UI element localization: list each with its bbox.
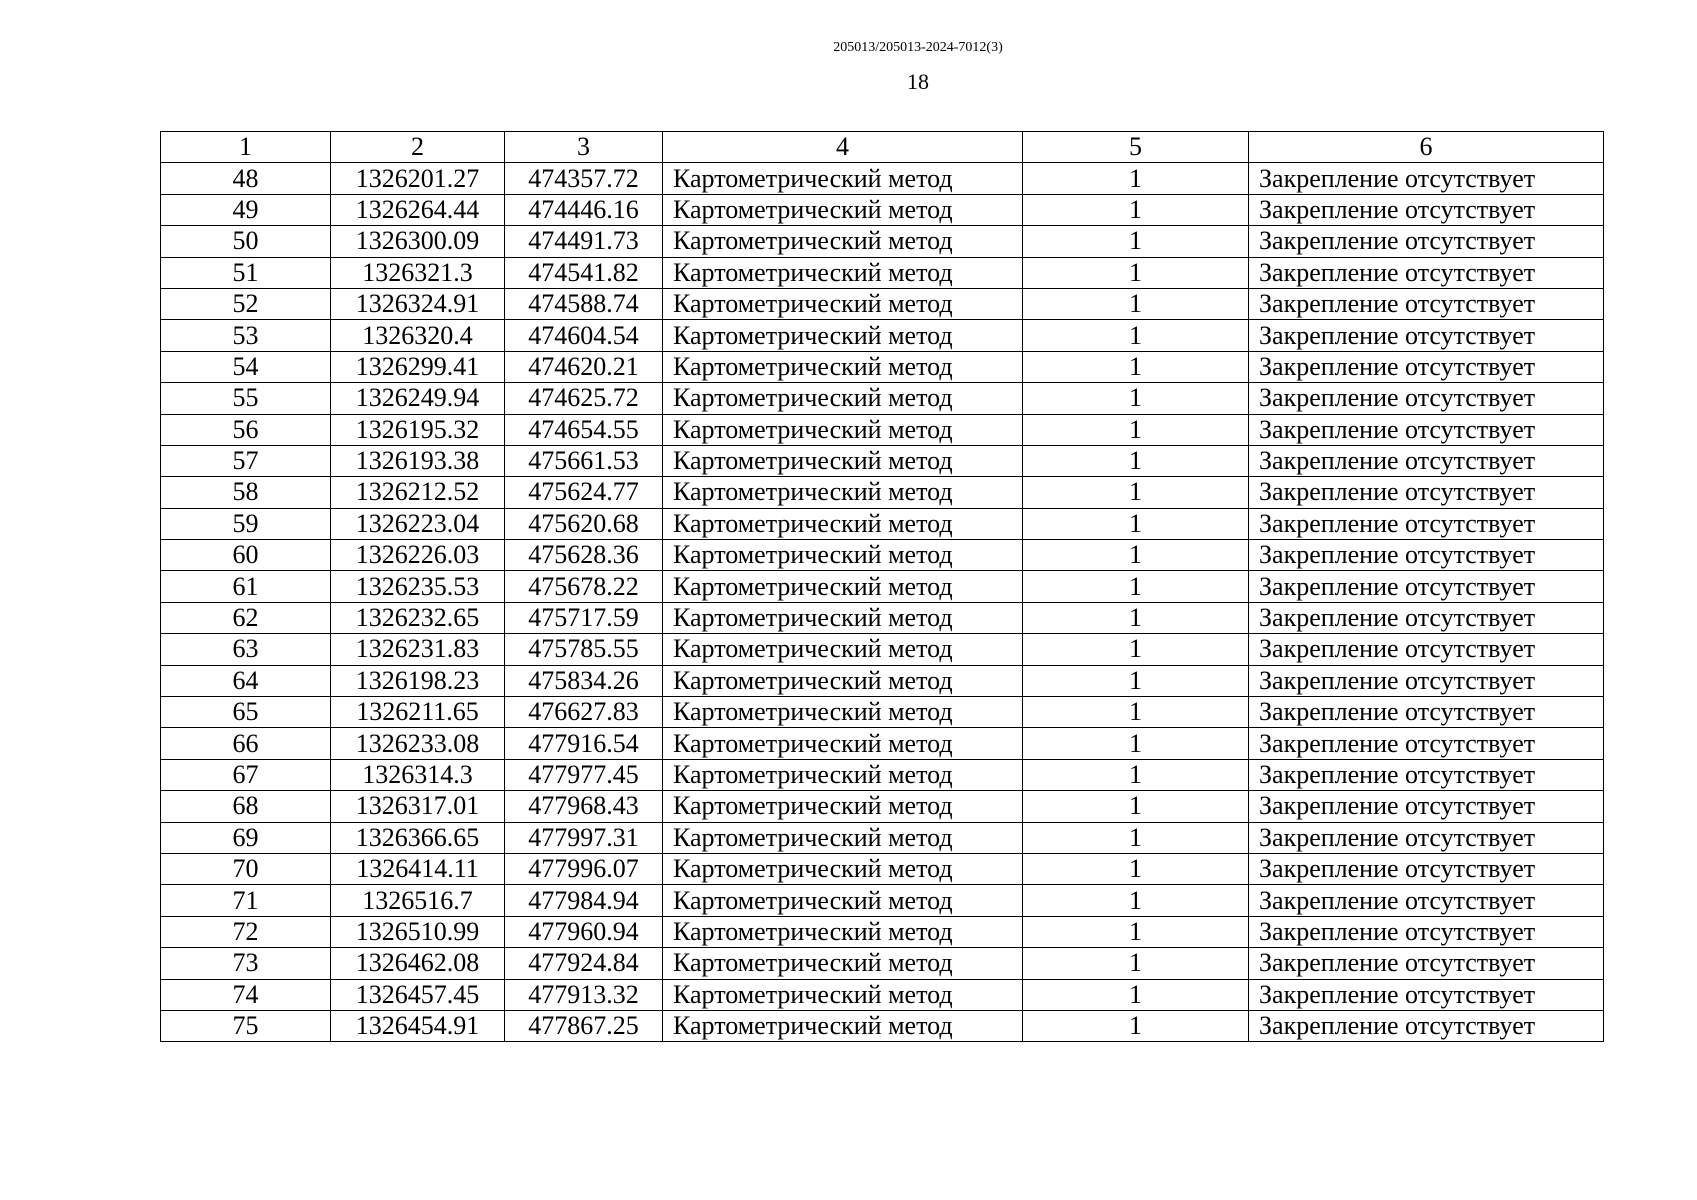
cell-y-coordinate: 477924.84 [505, 948, 663, 979]
cell-point-number: 48 [161, 163, 331, 194]
cell-method: Картометрический метод [663, 320, 1023, 351]
cell-accuracy: 1 [1023, 508, 1249, 539]
table-row [161, 822, 1604, 853]
cell-fixation-description: Закрепление отсутствует [1249, 916, 1604, 947]
cell-y-coordinate: 474654.55 [505, 414, 663, 445]
cell-fixation-description: Закрепление отсутствует [1249, 853, 1604, 884]
cell-method: Картометрический метод [663, 916, 1023, 947]
cell-x-coordinate: 1326454.91 [331, 1010, 505, 1041]
cell-method: Картометрический метод [663, 383, 1023, 414]
cell-accuracy: 1 [1023, 320, 1249, 351]
cell-method: Картометрический метод [663, 508, 1023, 539]
cell-x-coordinate: 1326223.04 [331, 508, 505, 539]
table-row [161, 163, 1604, 194]
cell-x-coordinate: 1326212.52 [331, 477, 505, 508]
cell-accuracy: 1 [1023, 602, 1249, 633]
cell-x-coordinate: 1326516.7 [331, 885, 505, 916]
table-row [161, 916, 1604, 947]
cell-x-coordinate: 1326264.44 [331, 194, 505, 225]
table-row [161, 194, 1604, 225]
cell-point-number: 57 [161, 445, 331, 476]
cell-point-number: 62 [161, 602, 331, 633]
cell-x-coordinate: 1326462.08 [331, 948, 505, 979]
table-row [161, 885, 1604, 916]
column-header: 1 [161, 132, 331, 163]
cell-point-number: 75 [161, 1010, 331, 1041]
cell-point-number: 49 [161, 194, 331, 225]
cell-fixation-description: Закрепление отсутствует [1249, 822, 1604, 853]
cell-point-number: 64 [161, 665, 331, 696]
cell-fixation-description: Закрепление отсутствует [1249, 948, 1604, 979]
cell-accuracy: 1 [1023, 414, 1249, 445]
cell-fixation-description: Закрепление отсутствует [1249, 571, 1604, 602]
cell-x-coordinate: 1326510.99 [331, 916, 505, 947]
cell-accuracy: 1 [1023, 383, 1249, 414]
cell-method: Картометрический метод [663, 351, 1023, 382]
cell-accuracy: 1 [1023, 194, 1249, 225]
cell-point-number: 51 [161, 257, 331, 288]
cell-method: Картометрический метод [663, 665, 1023, 696]
table-row [161, 634, 1604, 665]
cell-y-coordinate: 477997.31 [505, 822, 663, 853]
cell-point-number: 70 [161, 853, 331, 884]
cell-x-coordinate: 1326366.65 [331, 822, 505, 853]
column-header: 5 [1023, 132, 1249, 163]
cell-accuracy: 1 [1023, 728, 1249, 759]
cell-accuracy: 1 [1023, 540, 1249, 571]
cell-fixation-description: Закрепление отсутствует [1249, 257, 1604, 288]
cell-accuracy: 1 [1023, 257, 1249, 288]
cell-x-coordinate: 1326232.65 [331, 602, 505, 633]
cell-accuracy: 1 [1023, 163, 1249, 194]
cell-y-coordinate: 474357.72 [505, 163, 663, 194]
cell-method: Картометрический метод [663, 759, 1023, 790]
cell-x-coordinate: 1326195.32 [331, 414, 505, 445]
cell-y-coordinate: 474446.16 [505, 194, 663, 225]
cell-fixation-description: Закрепление отсутствует [1249, 288, 1604, 319]
cell-x-coordinate: 1326324.91 [331, 288, 505, 319]
cell-y-coordinate: 477977.45 [505, 759, 663, 790]
cell-x-coordinate: 1326193.38 [331, 445, 505, 476]
cell-accuracy: 1 [1023, 979, 1249, 1010]
cell-y-coordinate: 475620.68 [505, 508, 663, 539]
cell-fixation-description: Закрепление отсутствует [1249, 759, 1604, 790]
coordinates-table [160, 131, 1604, 1042]
cell-y-coordinate: 474625.72 [505, 383, 663, 414]
table-row [161, 665, 1604, 696]
cell-method: Картометрический метод [663, 853, 1023, 884]
cell-y-coordinate: 475628.36 [505, 540, 663, 571]
table-header-row [161, 132, 1604, 163]
cell-fixation-description: Закрепление отсутствует [1249, 320, 1604, 351]
cell-method: Картометрический метод [663, 414, 1023, 445]
cell-y-coordinate: 477996.07 [505, 853, 663, 884]
cell-point-number: 72 [161, 916, 331, 947]
cell-x-coordinate: 1326320.4 [331, 320, 505, 351]
cell-point-number: 68 [161, 791, 331, 822]
column-header: 2 [331, 132, 505, 163]
cell-accuracy: 1 [1023, 697, 1249, 728]
table-row [161, 477, 1604, 508]
cell-fixation-description: Закрепление отсутствует [1249, 194, 1604, 225]
table-row [161, 759, 1604, 790]
cell-accuracy: 1 [1023, 759, 1249, 790]
cell-y-coordinate: 474620.21 [505, 351, 663, 382]
document-code: 205013/205013-2024-7012(3) [833, 40, 1003, 55]
cell-point-number: 50 [161, 226, 331, 257]
cell-y-coordinate: 474604.54 [505, 320, 663, 351]
cell-y-coordinate: 476627.83 [505, 697, 663, 728]
cell-accuracy: 1 [1023, 885, 1249, 916]
cell-x-coordinate: 1326314.3 [331, 759, 505, 790]
cell-fixation-description: Закрепление отсутствует [1249, 163, 1604, 194]
cell-fixation-description: Закрепление отсутствует [1249, 383, 1604, 414]
cell-y-coordinate: 474588.74 [505, 288, 663, 319]
cell-accuracy: 1 [1023, 571, 1249, 602]
cell-x-coordinate: 1326235.53 [331, 571, 505, 602]
cell-y-coordinate: 475785.55 [505, 634, 663, 665]
cell-fixation-description: Закрепление отсутствует [1249, 634, 1604, 665]
cell-x-coordinate: 1326300.09 [331, 226, 505, 257]
table-row [161, 602, 1604, 633]
cell-x-coordinate: 1326321.3 [331, 257, 505, 288]
column-header: 6 [1249, 132, 1604, 163]
cell-x-coordinate: 1326231.83 [331, 634, 505, 665]
cell-point-number: 74 [161, 979, 331, 1010]
table-row [161, 226, 1604, 257]
table-row [161, 351, 1604, 382]
cell-fixation-description: Закрепление отсутствует [1249, 791, 1604, 822]
cell-x-coordinate: 1326226.03 [331, 540, 505, 571]
cell-method: Картометрический метод [663, 288, 1023, 319]
cell-x-coordinate: 1326317.01 [331, 791, 505, 822]
table-row [161, 697, 1604, 728]
cell-method: Картометрический метод [663, 540, 1023, 571]
cell-point-number: 65 [161, 697, 331, 728]
cell-point-number: 54 [161, 351, 331, 382]
cell-accuracy: 1 [1023, 791, 1249, 822]
cell-accuracy: 1 [1023, 477, 1249, 508]
table-row [161, 445, 1604, 476]
table-row [161, 791, 1604, 822]
cell-accuracy: 1 [1023, 351, 1249, 382]
table-row [161, 288, 1604, 319]
cell-y-coordinate: 477960.94 [505, 916, 663, 947]
cell-x-coordinate: 1326249.94 [331, 383, 505, 414]
cell-fixation-description: Закрепление отсутствует [1249, 1010, 1604, 1041]
cell-method: Картометрический метод [663, 697, 1023, 728]
cell-y-coordinate: 474491.73 [505, 226, 663, 257]
cell-y-coordinate: 475834.26 [505, 665, 663, 696]
cell-point-number: 69 [161, 822, 331, 853]
cell-y-coordinate: 475624.77 [505, 477, 663, 508]
cell-method: Картометрический метод [663, 194, 1023, 225]
cell-accuracy: 1 [1023, 226, 1249, 257]
table-row [161, 948, 1604, 979]
table-row [161, 414, 1604, 445]
cell-accuracy: 1 [1023, 445, 1249, 476]
cell-fixation-description: Закрепление отсутствует [1249, 414, 1604, 445]
cell-x-coordinate: 1326198.23 [331, 665, 505, 696]
cell-fixation-description: Закрепление отсутствует [1249, 477, 1604, 508]
cell-point-number: 55 [161, 383, 331, 414]
cell-accuracy: 1 [1023, 916, 1249, 947]
cell-fixation-description: Закрепление отсутствует [1249, 508, 1604, 539]
cell-method: Картометрический метод [663, 979, 1023, 1010]
table-row [161, 853, 1604, 884]
cell-point-number: 71 [161, 885, 331, 916]
table-row [161, 508, 1604, 539]
cell-method: Картометрический метод [663, 634, 1023, 665]
cell-method: Картометрический метод [663, 822, 1023, 853]
cell-method: Картометрический метод [663, 226, 1023, 257]
cell-fixation-description: Закрепление отсутствует [1249, 602, 1604, 633]
cell-fixation-description: Закрепление отсутствует [1249, 351, 1604, 382]
cell-point-number: 52 [161, 288, 331, 319]
cell-fixation-description: Закрепление отсутствует [1249, 226, 1604, 257]
cell-accuracy: 1 [1023, 822, 1249, 853]
cell-fixation-description: Закрепление отсутствует [1249, 445, 1604, 476]
cell-method: Картометрический метод [663, 571, 1023, 602]
cell-accuracy: 1 [1023, 634, 1249, 665]
cell-method: Картометрический метод [663, 885, 1023, 916]
table-row [161, 571, 1604, 602]
cell-method: Картометрический метод [663, 163, 1023, 194]
cell-fixation-description: Закрепление отсутствует [1249, 540, 1604, 571]
cell-x-coordinate: 1326201.27 [331, 163, 505, 194]
cell-fixation-description: Закрепление отсутствует [1249, 697, 1604, 728]
cell-fixation-description: Закрепление отсутствует [1249, 979, 1604, 1010]
cell-fixation-description: Закрепление отсутствует [1249, 885, 1604, 916]
table-row [161, 383, 1604, 414]
column-header: 3 [505, 132, 663, 163]
table-row [161, 257, 1604, 288]
cell-accuracy: 1 [1023, 853, 1249, 884]
cell-accuracy: 1 [1023, 288, 1249, 319]
cell-accuracy: 1 [1023, 948, 1249, 979]
cell-y-coordinate: 474541.82 [505, 257, 663, 288]
table-row [161, 320, 1604, 351]
cell-y-coordinate: 475661.53 [505, 445, 663, 476]
cell-accuracy: 1 [1023, 665, 1249, 696]
cell-method: Картометрический метод [663, 257, 1023, 288]
cell-method: Картометрический метод [663, 477, 1023, 508]
table-row [161, 540, 1604, 571]
cell-point-number: 56 [161, 414, 331, 445]
cell-method: Картометрический метод [663, 728, 1023, 759]
table-row [161, 1010, 1604, 1041]
cell-x-coordinate: 1326211.65 [331, 697, 505, 728]
cell-method: Картометрический метод [663, 445, 1023, 476]
cell-point-number: 73 [161, 948, 331, 979]
cell-point-number: 58 [161, 477, 331, 508]
cell-x-coordinate: 1326299.41 [331, 351, 505, 382]
table-row [161, 728, 1604, 759]
cell-point-number: 59 [161, 508, 331, 539]
cell-fixation-description: Закрепление отсутствует [1249, 665, 1604, 696]
cell-x-coordinate: 1326457.45 [331, 979, 505, 1010]
cell-point-number: 60 [161, 540, 331, 571]
table-row [161, 979, 1604, 1010]
column-header: 4 [663, 132, 1023, 163]
cell-accuracy: 1 [1023, 1010, 1249, 1041]
cell-x-coordinate: 1326414.11 [331, 853, 505, 884]
cell-y-coordinate: 475678.22 [505, 571, 663, 602]
cell-method: Картометрический метод [663, 948, 1023, 979]
cell-point-number: 67 [161, 759, 331, 790]
cell-x-coordinate: 1326233.08 [331, 728, 505, 759]
cell-point-number: 66 [161, 728, 331, 759]
cell-method: Картометрический метод [663, 1010, 1023, 1041]
cell-y-coordinate: 477867.25 [505, 1010, 663, 1041]
cell-point-number: 63 [161, 634, 331, 665]
cell-y-coordinate: 477968.43 [505, 791, 663, 822]
cell-point-number: 53 [161, 320, 331, 351]
cell-fixation-description: Закрепление отсутствует [1249, 728, 1604, 759]
page-number: 18 [907, 69, 929, 94]
cell-y-coordinate: 477913.32 [505, 979, 663, 1010]
cell-method: Картометрический метод [663, 602, 1023, 633]
cell-y-coordinate: 477984.94 [505, 885, 663, 916]
table-body [161, 163, 1604, 1042]
cell-point-number: 61 [161, 571, 331, 602]
cell-y-coordinate: 475717.59 [505, 602, 663, 633]
cell-y-coordinate: 477916.54 [505, 728, 663, 759]
cell-method: Картометрический метод [663, 791, 1023, 822]
